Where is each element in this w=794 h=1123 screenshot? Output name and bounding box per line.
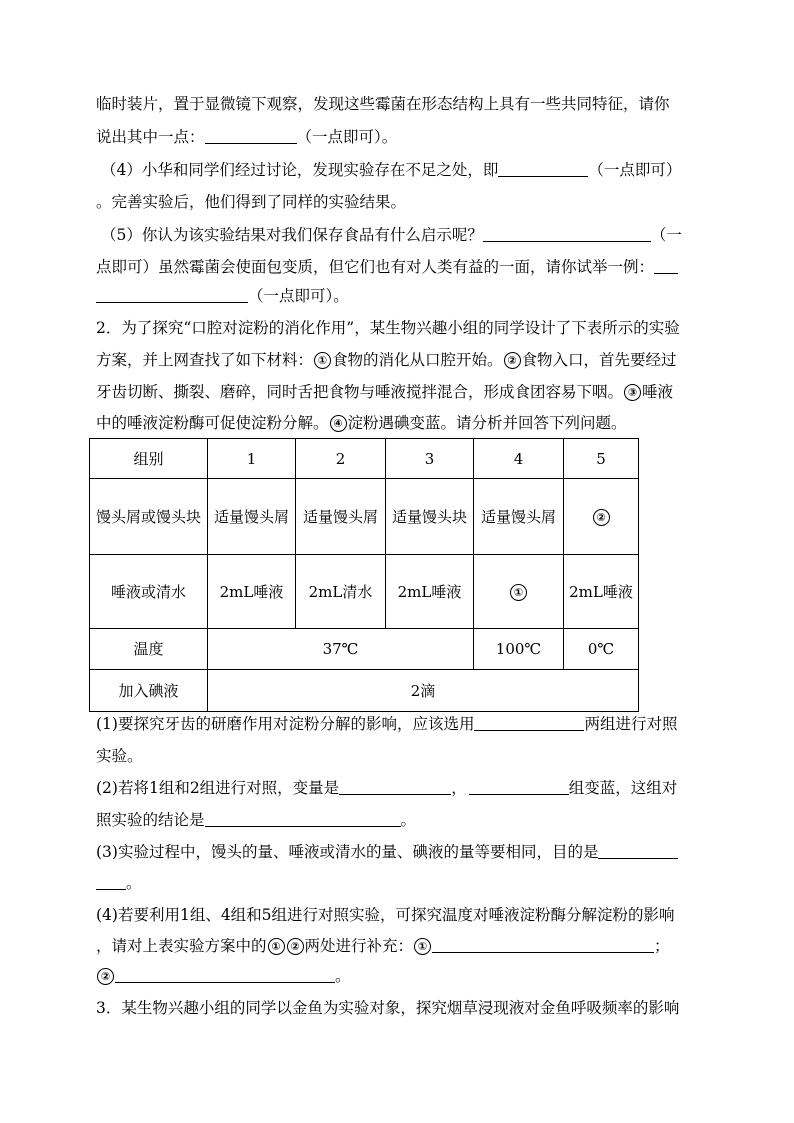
question-3-line: 3．某生物兴趣小组的同学以金鱼为实验对象，探究烟草浸现液对金鱼呼吸频率的影响 bbox=[96, 999, 680, 1017]
table-cell: 2滴 bbox=[208, 670, 639, 712]
sub-question-line bbox=[96, 842, 678, 862]
table-cell: 2mL唾液 bbox=[564, 555, 639, 629]
text-line bbox=[96, 257, 678, 277]
text-segment: 唾液 bbox=[642, 383, 674, 401]
answer-blank[interactable] bbox=[474, 715, 584, 731]
table-cell: 0℃ bbox=[564, 629, 639, 670]
circled-1: ① bbox=[510, 584, 527, 601]
answer-blank[interactable] bbox=[339, 779, 451, 795]
text-segment: ， bbox=[451, 779, 467, 797]
circled-2: ② bbox=[287, 938, 304, 955]
table-cell: 适量馒头屑 bbox=[296, 479, 386, 555]
table-cell: 加入碘液 bbox=[90, 670, 208, 712]
sub-question-line: (4)若要利用1组、4组和5组进行对照实验，可探究温度对唾液淀粉酶分解淀粉的影响 bbox=[96, 906, 675, 924]
table-cell: 2mL清水 bbox=[296, 555, 386, 629]
experiment-table bbox=[89, 438, 639, 712]
sub-question-line bbox=[96, 810, 416, 830]
text-segment: （5）你认为该实验结果对我们保存食品有什么启示呢？ bbox=[101, 226, 483, 244]
text-segment: 中的唾液淀粉酶可促使淀粉分解。 bbox=[96, 414, 329, 432]
table-cell: 100℃ bbox=[474, 629, 564, 670]
sub-question-line bbox=[96, 936, 670, 956]
text-line: 。完善实验后，他们得到了同样的实验结果。 bbox=[96, 193, 407, 211]
answer-blank[interactable] bbox=[498, 161, 588, 177]
sub-question-line bbox=[96, 778, 677, 798]
circled-1: ① bbox=[314, 352, 331, 369]
answer-blank[interactable] bbox=[96, 874, 126, 890]
table-cell: 组别 bbox=[90, 439, 208, 479]
text-segment: 淀粉遇碘变蓝。请分析并回答下列问题。 bbox=[347, 414, 627, 432]
table-cell: 37℃ bbox=[208, 629, 474, 670]
table-cell: 1 bbox=[208, 439, 296, 479]
text-line: 临时装片，置于显微镜下观察，发现这些霉菌在形态结构上具有一些共同特征，请你 bbox=[96, 95, 670, 113]
text-line bbox=[96, 286, 349, 306]
text-segment: （一 bbox=[650, 226, 682, 244]
text-line bbox=[101, 160, 681, 180]
text-segment: 点即可）虽然霉菌会使面包变质，但它们也有对人类有益的一面，请你试举一例： bbox=[96, 258, 655, 276]
table-cell bbox=[564, 479, 639, 555]
text-segment: 食物入口，首先要经过 bbox=[521, 351, 677, 369]
text-segment: 两组进行对照 bbox=[584, 715, 678, 733]
sub-question-line bbox=[96, 966, 351, 986]
text-segment: 方案，并上网查找了如下材料： bbox=[96, 351, 314, 369]
text-segment: （4）小华和同学们经过讨论，发现实验存在不足之处，即 bbox=[101, 161, 499, 179]
answer-blank[interactable] bbox=[96, 287, 248, 303]
answer-blank[interactable] bbox=[115, 967, 335, 983]
table-cell: 2mL唾液 bbox=[208, 555, 296, 629]
text-segment: （一点即可） bbox=[588, 161, 682, 179]
answer-blank[interactable] bbox=[483, 226, 651, 242]
text-segment: （一点即可）。 bbox=[296, 128, 398, 146]
text-segment: 。 bbox=[335, 967, 351, 985]
circled-3: ③ bbox=[624, 384, 641, 401]
table-cell: 3 bbox=[386, 439, 474, 479]
text-line bbox=[101, 225, 682, 245]
text-segment: （一点即可）。 bbox=[248, 287, 349, 305]
answer-blank[interactable] bbox=[205, 811, 401, 827]
text-segment: (1)要探究牙齿的研磨作用对淀粉分解的影响，应该选用 bbox=[96, 715, 475, 733]
circled-1: ① bbox=[414, 938, 431, 955]
text-segment: 。 bbox=[126, 874, 142, 892]
table-cell: 馒头屑或馒头块 bbox=[90, 479, 208, 555]
question-2-line bbox=[96, 350, 677, 370]
text-line bbox=[96, 127, 397, 147]
circled-2: ② bbox=[504, 352, 521, 369]
question-2-line: 2．为了探究“口腔对淀粉的消化作用”，某生物兴趣小组的同学设计了下表所示的实验 bbox=[96, 319, 680, 337]
answer-blank[interactable] bbox=[469, 779, 569, 795]
circled-2: ② bbox=[97, 968, 114, 985]
table-cell: 2 bbox=[296, 439, 386, 479]
text-segment: 食物的消化从口腔开始。 bbox=[332, 351, 503, 369]
question-2-line bbox=[96, 413, 627, 433]
table-cell: 适量馒头块 bbox=[386, 479, 474, 555]
table-row bbox=[90, 629, 639, 670]
table-cell bbox=[474, 555, 564, 629]
answer-blank[interactable] bbox=[654, 258, 678, 274]
table-cell: 适量馒头屑 bbox=[474, 479, 564, 555]
sub-question-line bbox=[96, 714, 677, 734]
text-segment: (3)实验过程中，馒头的量、唾液或清水的量、碘液的量等要相同，目的是 bbox=[96, 843, 599, 861]
answer-blank[interactable] bbox=[205, 128, 297, 144]
sub-question-line bbox=[96, 873, 142, 893]
table-cell: 适量馒头屑 bbox=[208, 479, 296, 555]
text-segment: 。 bbox=[400, 811, 417, 829]
circled-2: ② bbox=[593, 509, 610, 526]
answer-blank[interactable] bbox=[432, 937, 654, 953]
question-2-line bbox=[96, 382, 673, 402]
text-segment: (2)若将1组和2组进行对照，变量是 bbox=[96, 779, 340, 797]
answer-blank[interactable] bbox=[598, 843, 678, 859]
table-row bbox=[90, 670, 639, 712]
text-segment: ； bbox=[654, 937, 670, 955]
circled-4: ④ bbox=[330, 415, 347, 432]
table-cell: 温度 bbox=[90, 629, 208, 670]
text-segment: 说出其中一点： bbox=[96, 128, 205, 146]
table-cell: 2mL唾液 bbox=[386, 555, 474, 629]
circled-1: ① bbox=[268, 938, 285, 955]
text-segment: 两处进行补充： bbox=[304, 937, 414, 955]
text-segment: 照实验的结论是 bbox=[96, 811, 205, 829]
text-segment: 组变蓝，这组对 bbox=[568, 779, 678, 797]
text-segment: 牙齿切断、撕裂、磨碎，同时舌把食物与唾液搅拌混合，形成食团容易下咽。 bbox=[96, 383, 624, 401]
sub-question-line: 实验。 bbox=[96, 747, 143, 765]
table-cell: 4 bbox=[474, 439, 564, 479]
table-header-row bbox=[90, 439, 639, 479]
text-segment: ，请对上表实验方案中的 bbox=[96, 937, 267, 955]
table-cell: 5 bbox=[564, 439, 639, 479]
table-row bbox=[90, 479, 639, 555]
table-cell: 唾液或清水 bbox=[90, 555, 208, 629]
table-row bbox=[90, 555, 639, 629]
